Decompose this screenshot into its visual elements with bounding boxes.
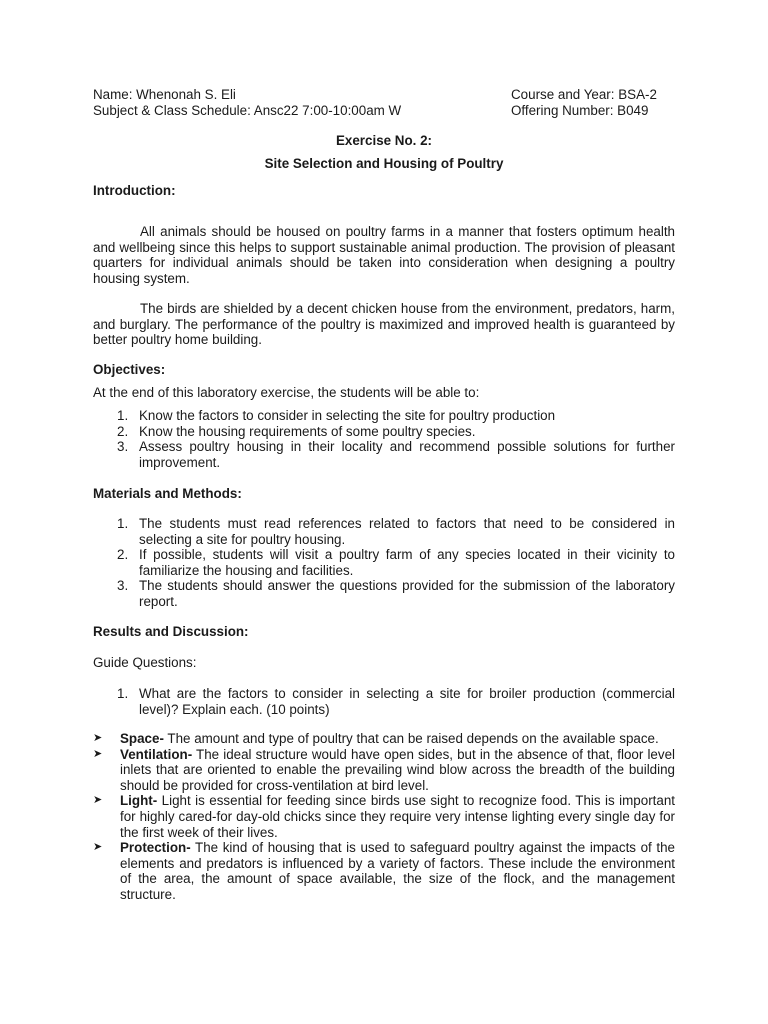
- student-name: Name: Whenonah S. Eli: [93, 87, 236, 102]
- list-item: 2. Know the housing requirements of some poultry species.: [117, 423, 476, 439]
- list-item: 1. The students must read references related to factors that need to be considered in selecting a site for poultry housing.: [117, 516, 675, 547]
- list-item: 1. What are the factors to consider in selecting a site for broiler production (commercial level)? Explain each. (10 points): [117, 686, 675, 717]
- answers-list: [93, 731, 675, 903]
- header-row-1: [93, 87, 688, 103]
- guide-questions-label: Guide Questions:: [93, 655, 197, 670]
- method-text-3: The students should answer the questions provided for the submission of the laboratory report.: [139, 578, 675, 609]
- objective-text-3: Assess poultry housing in their locality and recommend possible solutions for further improvement.: [139, 439, 675, 470]
- arrowhead-bullet-icon: ➤: [93, 794, 103, 807]
- answer-term-4: Protection-: [120, 840, 191, 856]
- list-item: [93, 747, 675, 794]
- answer-term-3: Light-: [120, 793, 158, 809]
- course-year: Course and Year: BSA-2: [511, 87, 657, 102]
- answer-term-1: Space-: [120, 731, 164, 746]
- objective-text-2: Know the housing requirements of some poultry species.: [139, 423, 476, 439]
- subject-schedule: Subject & Class Schedule: Ansc22 7:00-10:00am W: [93, 103, 402, 118]
- list-item: [93, 793, 675, 840]
- method-text-2: If possible, students will visit a poultry farm of any species located in their vicinity to familiarize the housing and facilities.: [139, 547, 675, 578]
- answer-text-1: The amount and type of poultry that can be raised depends on the available space.: [163, 731, 659, 746]
- arrowhead-bullet-icon: ➤: [93, 732, 103, 744]
- exercise-title: Exercise No. 2:: [335, 133, 433, 148]
- list-item: [93, 731, 675, 747]
- objectives-list: [93, 408, 675, 470]
- guide-questions-list: [93, 686, 675, 717]
- materials-methods-heading: Materials and Methods:: [93, 486, 242, 501]
- intro-paragraph-1-text: All animals should be housed on poultry farms in a manner that fosters optimum health and wellbeing since this helps to support sustainable animal production. The provision of pleasant quarters for individual animals should be taken into consideration when designing a poultry housing system.: [93, 224, 675, 286]
- list-item: 2. If possible, students will visit a poultry farm of any species located in their vicinity to familiarize the housing and facilities.: [117, 547, 675, 578]
- introduction-heading: Introduction:: [93, 183, 176, 198]
- objective-text-1: Know the factors to consider in selecting the site for poultry production: [139, 408, 556, 423]
- arrowhead-bullet-icon: ➤: [93, 747, 103, 760]
- answer-text-4: The kind of housing that is used to safeguard poultry against the impacts of the elements and predators is influenced by a variety of factors. These include the environment of the area, the amount of space available, the size of the flock, and the management structure.: [120, 840, 675, 902]
- header-row-2: [93, 103, 688, 119]
- results-heading: Results and Discussion:: [93, 624, 249, 639]
- answer-text-3: Light is essential for feeding since birds use sight to recognize food. This is important for highly cared-for day-old chicks since they require very intense lighting every single day for the first week of their lives.: [120, 793, 675, 840]
- list-item: 3. Assess poultry housing in their locality and recommend possible solutions for further improvement.: [117, 439, 675, 470]
- arrowhead-bullet-icon: ➤: [93, 841, 103, 854]
- intro-paragraph-2: [93, 301, 675, 348]
- list-item: 3. The students should answer the questions provided for the submission of the laboratory report.: [117, 578, 675, 609]
- offering-number: Offering Number: B049: [511, 103, 649, 118]
- answer-text-2: The ideal structure would have open sides, but in the absence of that, floor level inlets that are oriented to enable the prevailing wind blow across the breadth of the building should be provided for cross-ventilation at bird level.: [120, 746, 675, 793]
- list-item: [93, 840, 675, 902]
- answer-term-2: Ventilation-: [120, 746, 193, 762]
- materials-methods-list: [93, 516, 675, 610]
- list-item: 1. Know the factors to consider in selecting the site for poultry production: [117, 408, 556, 423]
- objectives-heading: Objectives:: [93, 362, 166, 377]
- exercise-subtitle: Site Selection and Housing of Poultry: [264, 156, 504, 171]
- method-text-1: The students must read references related to factors that need to be considered in selecting a site for poultry housing.: [139, 516, 675, 547]
- objectives-lead: At the end of this laboratory exercise, the students will be able to:: [93, 385, 480, 400]
- intro-paragraph-2-text: The birds are shielded by a decent chicken house from the environment, predators, harm, and burglary. The performance of the poultry is maximized and improved health is guaranteed by better poultry home building.: [93, 301, 675, 348]
- intro-paragraph-1: [93, 224, 675, 286]
- question-text-1: What are the factors to consider in selecting a site for broiler production (commercial level)? Explain each. (10 points): [139, 686, 675, 717]
